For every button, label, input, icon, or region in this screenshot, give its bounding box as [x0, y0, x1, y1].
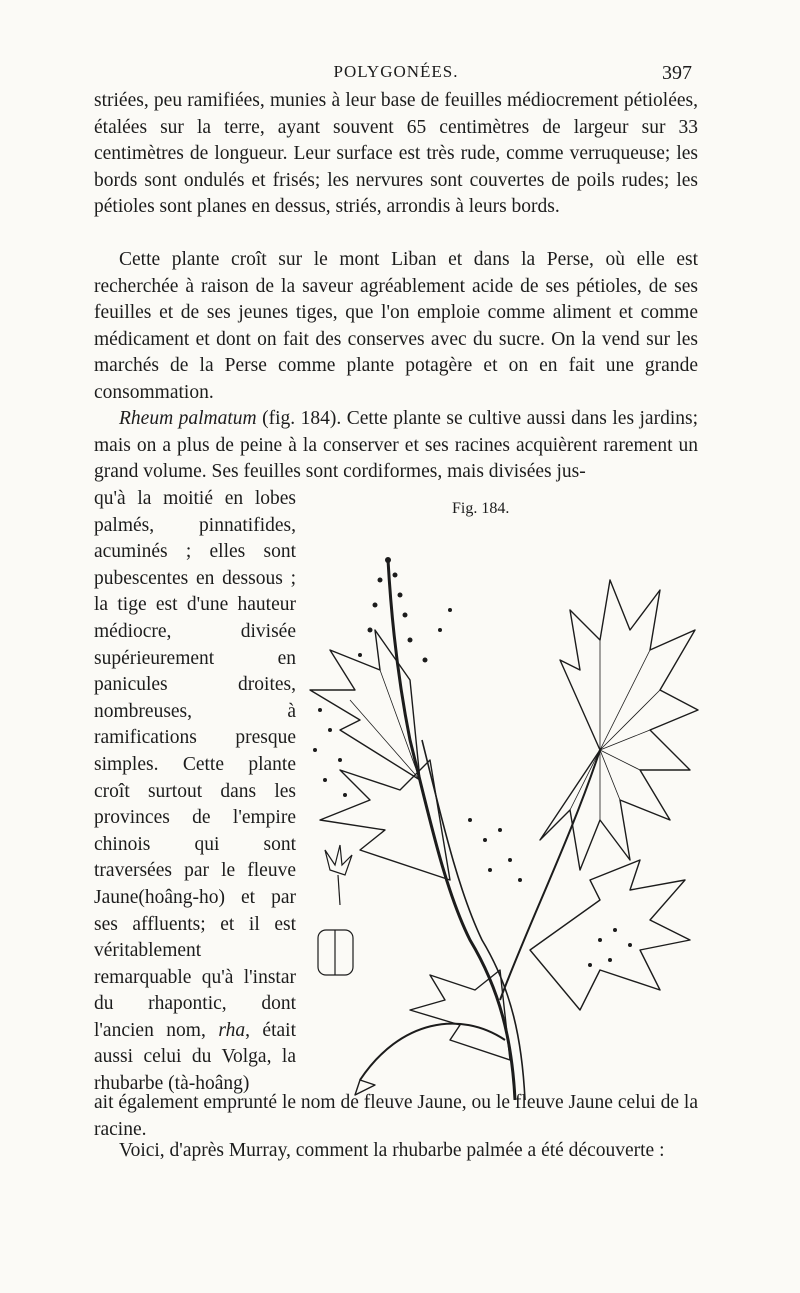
paragraph-2: Cette plante croît sur le mont Liban et dans la Perse, où elle est recherchée à raison de la saveur agréablement acide de ses pétioles, de ses feuilles et de ses jeunes tiges, que l'on emploie comme aliment et comme médicament et dont on fait des conserves avec du sucre. On la vend sur les marchés de la Perse comme plante potagère et on en fait une grande consommation.: [94, 249, 698, 403]
flower-detail: [325, 845, 352, 875]
figure-label: Fig. 184.: [452, 500, 510, 517]
lower-right-leaf: [530, 860, 690, 1010]
paragraph-4: ait également emprunté le nom de fleuve Jaune, ou le fleuve Jaune celui de la racine.: [94, 1092, 698, 1140]
narrow-column-body: qu'à la moitié en lobes palmés, pinnatifides, acuminés ; elles sont pubescentes en dessous ; la tige est d'une hauteur médiocre, divisée supérieurement en panicules droites, nombreuses, à ramifications presque simples. Cette plante croît surtout dans les provinces de l'empire chinois qui sont traversées par le fleuve Jaune(hoâng-ho) et par ses affluents; et il est véritablement remarquable qu'à l'instar du rhapontic, dont l'ancien nom,: [94, 488, 296, 1041]
narrow-column-end: , était aussi celui du Volga, la rhubarbe (tà-hoâng): [94, 1019, 296, 1095]
paragraph-3-text: (fig. 184). Cette plante se cultive aussi dans les jardins; mais on a plus de peine à la conserver et ses racines acquièrent rarement un grand volume. Ses feuilles sont cordiformes, mais divisées jus-: [94, 408, 698, 483]
page-number: 397: [662, 62, 692, 84]
paragraph-5: Voici, d'après Murray, comment la rhubarbe palmée a été découverte :: [119, 1140, 665, 1161]
chapter-title: POLYGONÉES.: [333, 62, 459, 81]
narrow-column-text: [94, 486, 296, 1098]
paragraph-1: striées, peu ramifiées, munies à leur base de feuilles médiocrement pétiolées, étalées sur la terre, ayant souvent 65 centimètres de largeur sur 33 centimètres de longueur. Leur surface est très rude, comme verruqueuse; les bords sont ondulés et frisés; les nervures sont couvertes de poils rudes; les pétioles sont planes en dessus, striés, arrondis à leurs bords.: [94, 90, 698, 218]
flower-panicles: [313, 557, 632, 967]
rha-word: rha: [218, 1019, 246, 1041]
leaf-petiole: [500, 750, 600, 1000]
rheum-palmatum-illustration: [300, 520, 700, 1100]
main-stem: [388, 560, 515, 1100]
bottom-leaf: [410, 970, 510, 1060]
large-leaf: [540, 580, 698, 870]
paragraph-3: [94, 406, 698, 486]
species-name: Rheum palmatum: [119, 408, 257, 429]
running-header: [94, 62, 698, 88]
